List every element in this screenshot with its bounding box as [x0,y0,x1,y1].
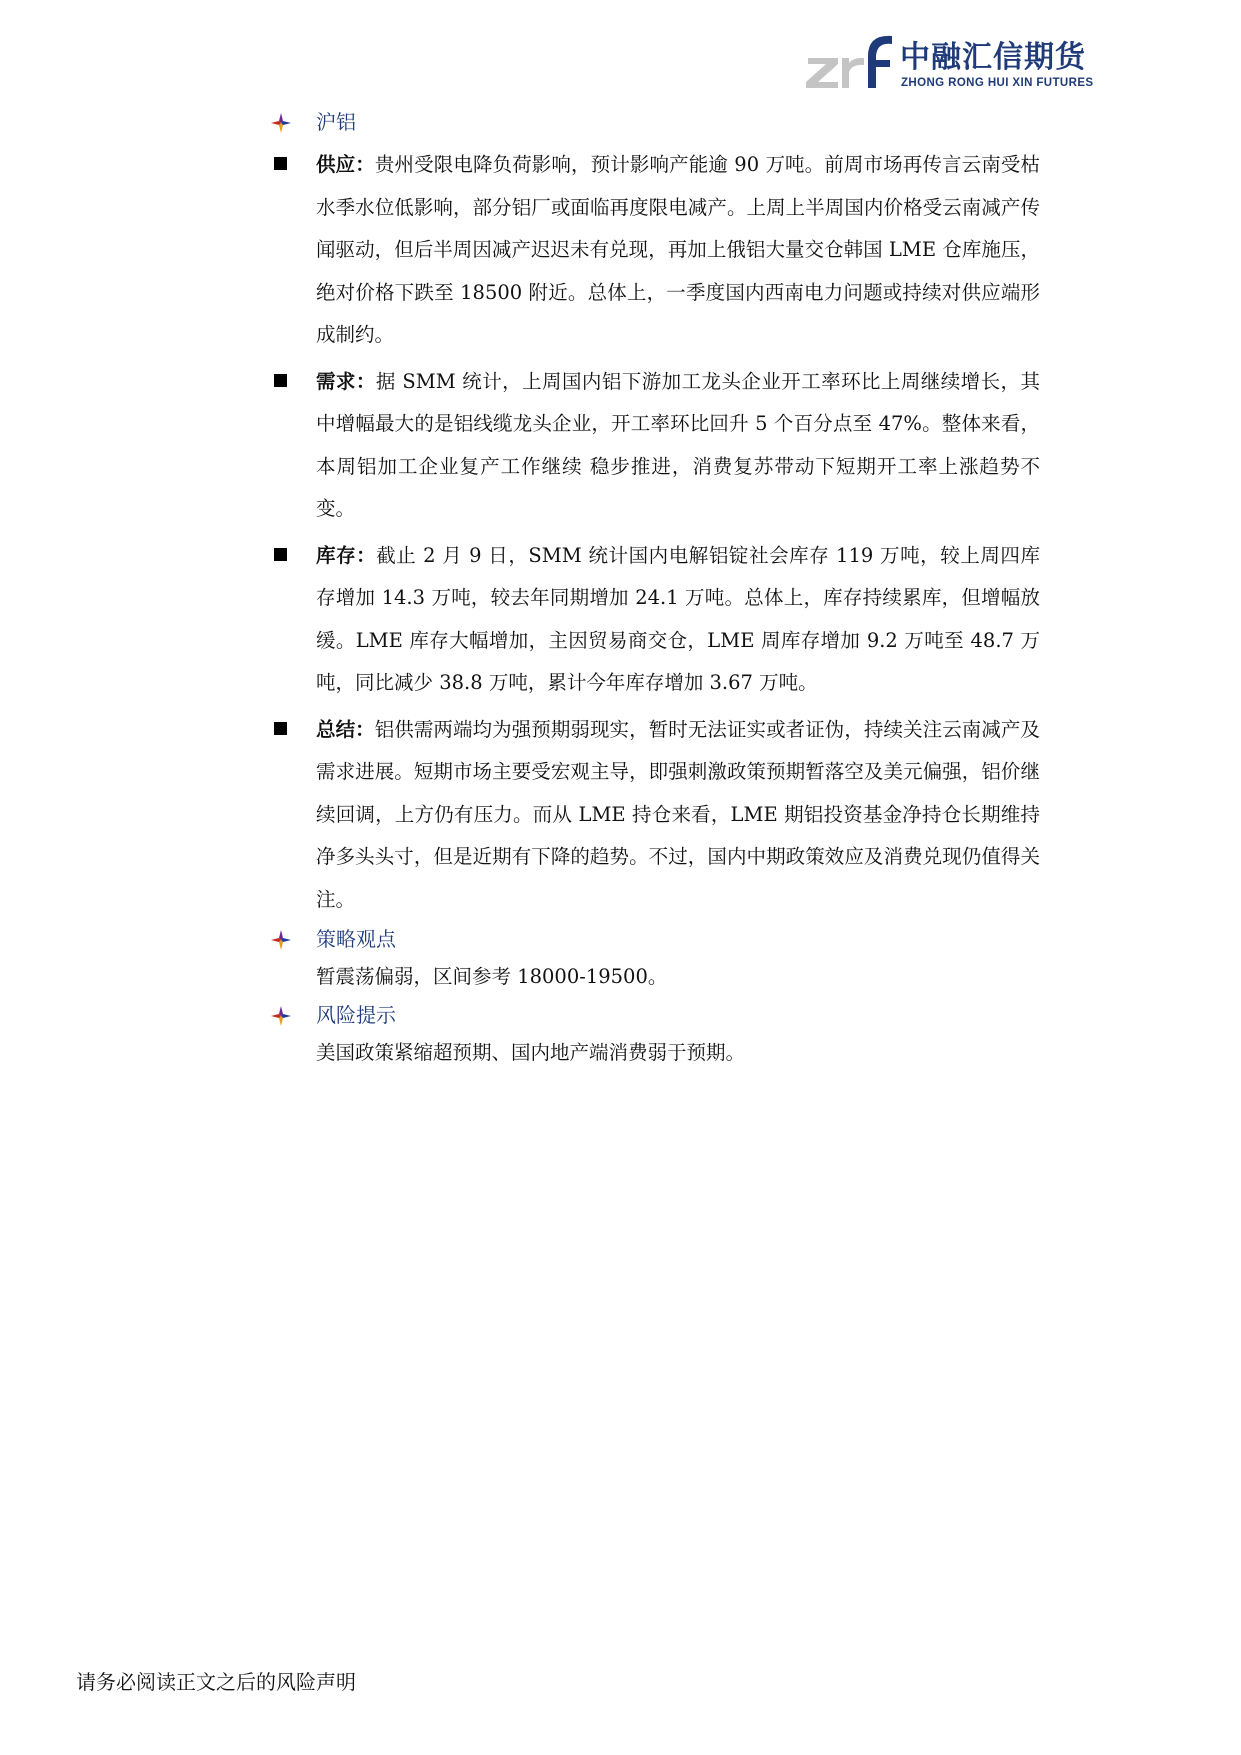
bullet-square-icon [274,548,287,561]
paragraph [316,144,1040,357]
section-heading-strategy [270,921,1040,957]
footer-disclaimer: 请务必阅读正文之后的风险声明 [76,1670,356,1694]
section-heading-risk [270,997,1040,1033]
compass-star-icon [270,1005,292,1027]
strategy-text: 暂震荡偏弱，区间参考 18000-19500。 [316,965,668,988]
item-text: 铝供需两端均为强预期弱现实，暂时无法证实或者证伪，持续关注云南减产及需求进展。短期市场主要受宏观主导，即强刺激政策预期暂落空及美元偏强，铝价继续回调，上方仍有压力。而从 LME 持仓来看，LME 期铝投资基金净持仓长期维持净多头头寸，但是近期有下降的趋势。不过，国内中期政策效应及消费兑现仍值得关注。 [316,717,1040,911]
zrf-logo-mark [804,28,896,94]
list-item [270,709,1040,922]
list-item [270,535,1040,705]
logo-name-en: ZHONG RONG HUI XIN FUTURES [901,77,1094,89]
paragraph [316,709,1040,922]
item-label: 供应： [316,153,375,176]
item-label: 需求： [316,369,376,393]
bullet-square-icon [274,374,287,387]
section-heading-aluminum [270,104,1040,140]
logo-name-cn: 中融汇信期货 [900,40,1086,75]
item-text: 截止 2 月 9 日，SMM 统计国内电解铝锭社会库存 119 万吨，较上周四库存增加 14.3 万吨，较去年同期增加 24.1 万吨。总体上，库存持续累库，但增幅放缓。LME 库存大幅增加，主因贸易商交仓，LME 周库存增加 9.2 万吨至 48.7 万吨，同比减少 38.8 万吨，累计今年库存增加 3.67 万吨。 [316,543,1040,694]
bullet-square-icon [274,157,287,170]
section-title: 沪铝 [316,110,356,134]
item-label: 库存： [316,543,377,567]
company-logo [804,28,1104,98]
item-text: 据 SMM 统计，上周国内铝下游加工龙头企业开工率环比上周继续增长，其中增幅最大的是铝线缆龙头企业，开工率环比回升 5 个百分点至 47%。整体来看，本周铝加工企业复产工作继续 稳步推进，消费复苏带动下短期开工率上涨趋势不变。 [316,369,1040,520]
item-text: 贵州受限电降负荷影响，预计影响产能逾 90 万吨。前周市场再传言云南受枯水季水位低影响，部分铝厂或面临再度限电减产。上周上半周国内价格受云南减产传闻驱动，但后半周因减产迟迟未有兑现，再加上俄铝大量交仓韩国 LME 仓库施压，绝对价格下跌至 18500 附近。总体上，一季度国内西南电力问题或持续对供应端形成制约。 [316,153,1040,346]
list-item [270,144,1040,357]
list-item [270,361,1040,531]
item-label: 总结： [316,717,375,741]
bullet-square-icon [274,722,287,735]
paragraph [316,535,1040,705]
section-title: 策略观点 [316,927,396,951]
section-title: 风险提示 [316,1003,396,1027]
paragraph [316,361,1040,531]
document-body [270,104,1040,1073]
risk-text: 美国政策紧缩超预期、国内地产端消费弱于预期。 [316,1041,746,1064]
compass-star-icon [270,112,292,134]
compass-star-icon [270,929,292,951]
